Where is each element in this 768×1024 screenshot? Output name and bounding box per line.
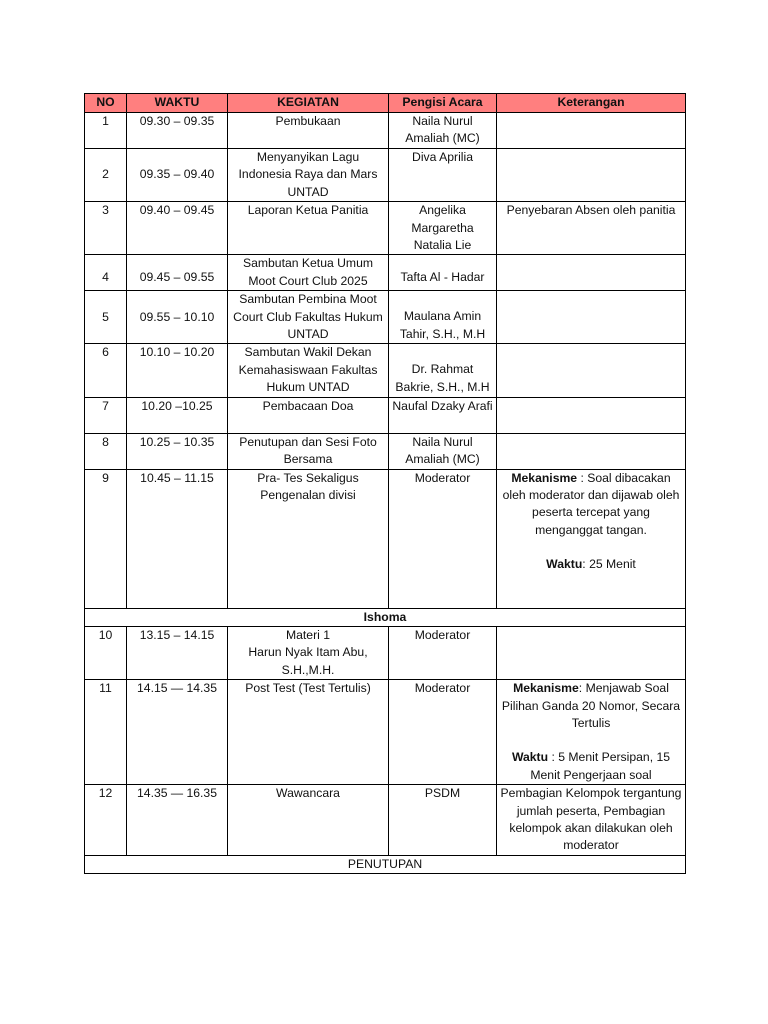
cell-pengisi: Maulana Amin Tahir, S.H., M.H [389, 291, 497, 344]
cell-waktu: 09.30 – 09.35 [127, 113, 228, 149]
mekanisme-label: Mekanisme [513, 681, 579, 696]
header-keterangan: Keterangan [497, 94, 686, 113]
cell-waktu: 14.15 — 14.35 [127, 680, 228, 785]
cell-kegiatan: Pembacaan Doa [228, 397, 389, 433]
cell-kegiatan: Sambutan Pembina Moot Court Club Fakultas Hukum UNTAD [228, 291, 389, 344]
cell-no: 6 [85, 344, 127, 397]
cell-kegiatan: Wawancara [228, 785, 389, 856]
cell-keterangan: Penyebaran Absen oleh panitia [497, 202, 686, 255]
cell-waktu: 09.35 – 09.40 [127, 149, 228, 202]
mekanisme-text: : Soal dibacakan oleh moderator dan dijawab oleh peserta tercepat yang menganggat tangan. [502, 470, 680, 537]
kegiatan-pemateri: Harun Nyak Itam Abu, S.H.,M.H. [248, 645, 368, 677]
waktu-text: : 5 Menit Persipan, 15 Menit Pengerjaan soal [530, 750, 671, 782]
cell-keterangan [497, 255, 686, 291]
cell-pengisi: Dr. Rahmat Bakrie, S.H., M.H [389, 344, 497, 397]
kegiatan-materi: Materi 1 [285, 627, 331, 642]
table-row [85, 680, 686, 785]
cell-no: 2 [85, 149, 127, 202]
header-waktu: WAKTU [127, 94, 228, 113]
cell-pengisi: Naufal Dzaky Arafi [389, 397, 497, 433]
table-row [85, 202, 686, 255]
cell-pengisi: Diva Aprilia [389, 149, 497, 202]
table-row [85, 785, 686, 856]
cell-kegiatan: Sambutan Wakil Dekan Kemahasiswaan Fakultas Hukum UNTAD [228, 344, 389, 397]
waktu-text: : 25 Menit [582, 557, 636, 572]
ishoma-label: Ishoma [85, 608, 686, 626]
table-row [85, 626, 686, 679]
cell-keterangan [497, 397, 686, 433]
mekanisme-label: Mekanisme [511, 470, 578, 485]
cell-pengisi: Moderator [389, 469, 497, 608]
waktu-label: Waktu [511, 750, 549, 765]
cell-waktu: 10.25 – 10.35 [127, 433, 228, 469]
cell-kegiatan: Menyanyikan Lagu Indonesia Raya dan Mars UNTAD [228, 149, 389, 202]
cell-waktu: 09.40 – 09.45 [127, 202, 228, 255]
cell-keterangan: Pembagian Kelompok tergantung jumlah peserta, Pembagian kelompok akan dilakukan oleh moderator [497, 785, 686, 856]
table-row [85, 469, 686, 608]
cell-waktu: 10.20 –10.25 [127, 397, 228, 433]
cell-kegiatan: Pembukaan [228, 113, 389, 149]
cell-no: 3 [85, 202, 127, 255]
cell-waktu: 10.10 – 10.20 [127, 344, 228, 397]
cell-no: 11 [85, 680, 127, 785]
waktu-label: Waktu [546, 557, 583, 572]
cell-waktu: 13.15 – 14.15 [127, 626, 228, 679]
ishoma-row [85, 608, 686, 626]
cell-kegiatan: Post Test (Test Tertulis) [228, 680, 389, 785]
cell-no: 4 [85, 255, 127, 291]
cell-keterangan [497, 344, 686, 397]
cell-keterangan [497, 149, 686, 202]
cell-pengisi: Naila Nurul Amaliah (MC) [389, 113, 497, 149]
cell-no: 5 [85, 291, 127, 344]
header-row [85, 94, 686, 113]
cell-no: 9 [85, 469, 127, 608]
cell-pengisi: Angelika Margaretha Natalia Lie [389, 202, 497, 255]
cell-no: 8 [85, 433, 127, 469]
cell-keterangan [497, 626, 686, 679]
table-row [85, 433, 686, 469]
cell-waktu: 09.55 – 10.10 [127, 291, 228, 344]
cell-no: 7 [85, 397, 127, 433]
cell-pengisi: Tafta Al - Hadar [389, 255, 497, 291]
header-pengisi-acara: Pengisi Acara [389, 94, 497, 113]
cell-waktu: 09.45 – 09.55 [127, 255, 228, 291]
cell-no: 1 [85, 113, 127, 149]
table-row [85, 255, 686, 291]
cell-keterangan [497, 113, 686, 149]
cell-kegiatan [228, 626, 389, 679]
cell-pengisi: PSDM [389, 785, 497, 856]
cell-no: 10 [85, 626, 127, 679]
cell-kegiatan: Laporan Ketua Panitia [228, 202, 389, 255]
cell-keterangan [497, 680, 686, 785]
table-row [85, 291, 686, 344]
schedule-table [84, 93, 686, 874]
cell-keterangan [497, 433, 686, 469]
table-row [85, 113, 686, 149]
cell-kegiatan: Sambutan Ketua Umum Moot Court Club 2025 [228, 255, 389, 291]
cell-pengisi: Naila Nurul Amaliah (MC) [389, 433, 497, 469]
header-no: NO [85, 94, 127, 113]
header-kegiatan: KEGIATAN [228, 94, 389, 113]
table-row [85, 149, 686, 202]
cell-keterangan [497, 291, 686, 344]
cell-keterangan [497, 469, 686, 608]
table-row [85, 397, 686, 433]
mekanisme-text: : Menjawab Soal Pilihan Ganda 20 Nomor, Secara Tertulis [501, 681, 681, 730]
cell-no: 12 [85, 785, 127, 856]
penutupan-row [85, 855, 686, 873]
cell-waktu: 14.35 — 16.35 [127, 785, 228, 856]
penutupan-label: PENUTUPAN [85, 855, 686, 873]
cell-kegiatan: Penutupan dan Sesi Foto Bersama [228, 433, 389, 469]
cell-waktu: 10.45 – 11.15 [127, 469, 228, 608]
cell-pengisi: Moderator [389, 680, 497, 785]
cell-kegiatan: Pra- Tes Sekaligus Pengenalan divisi [228, 469, 389, 608]
cell-pengisi: Moderator [389, 626, 497, 679]
table-row [85, 344, 686, 397]
